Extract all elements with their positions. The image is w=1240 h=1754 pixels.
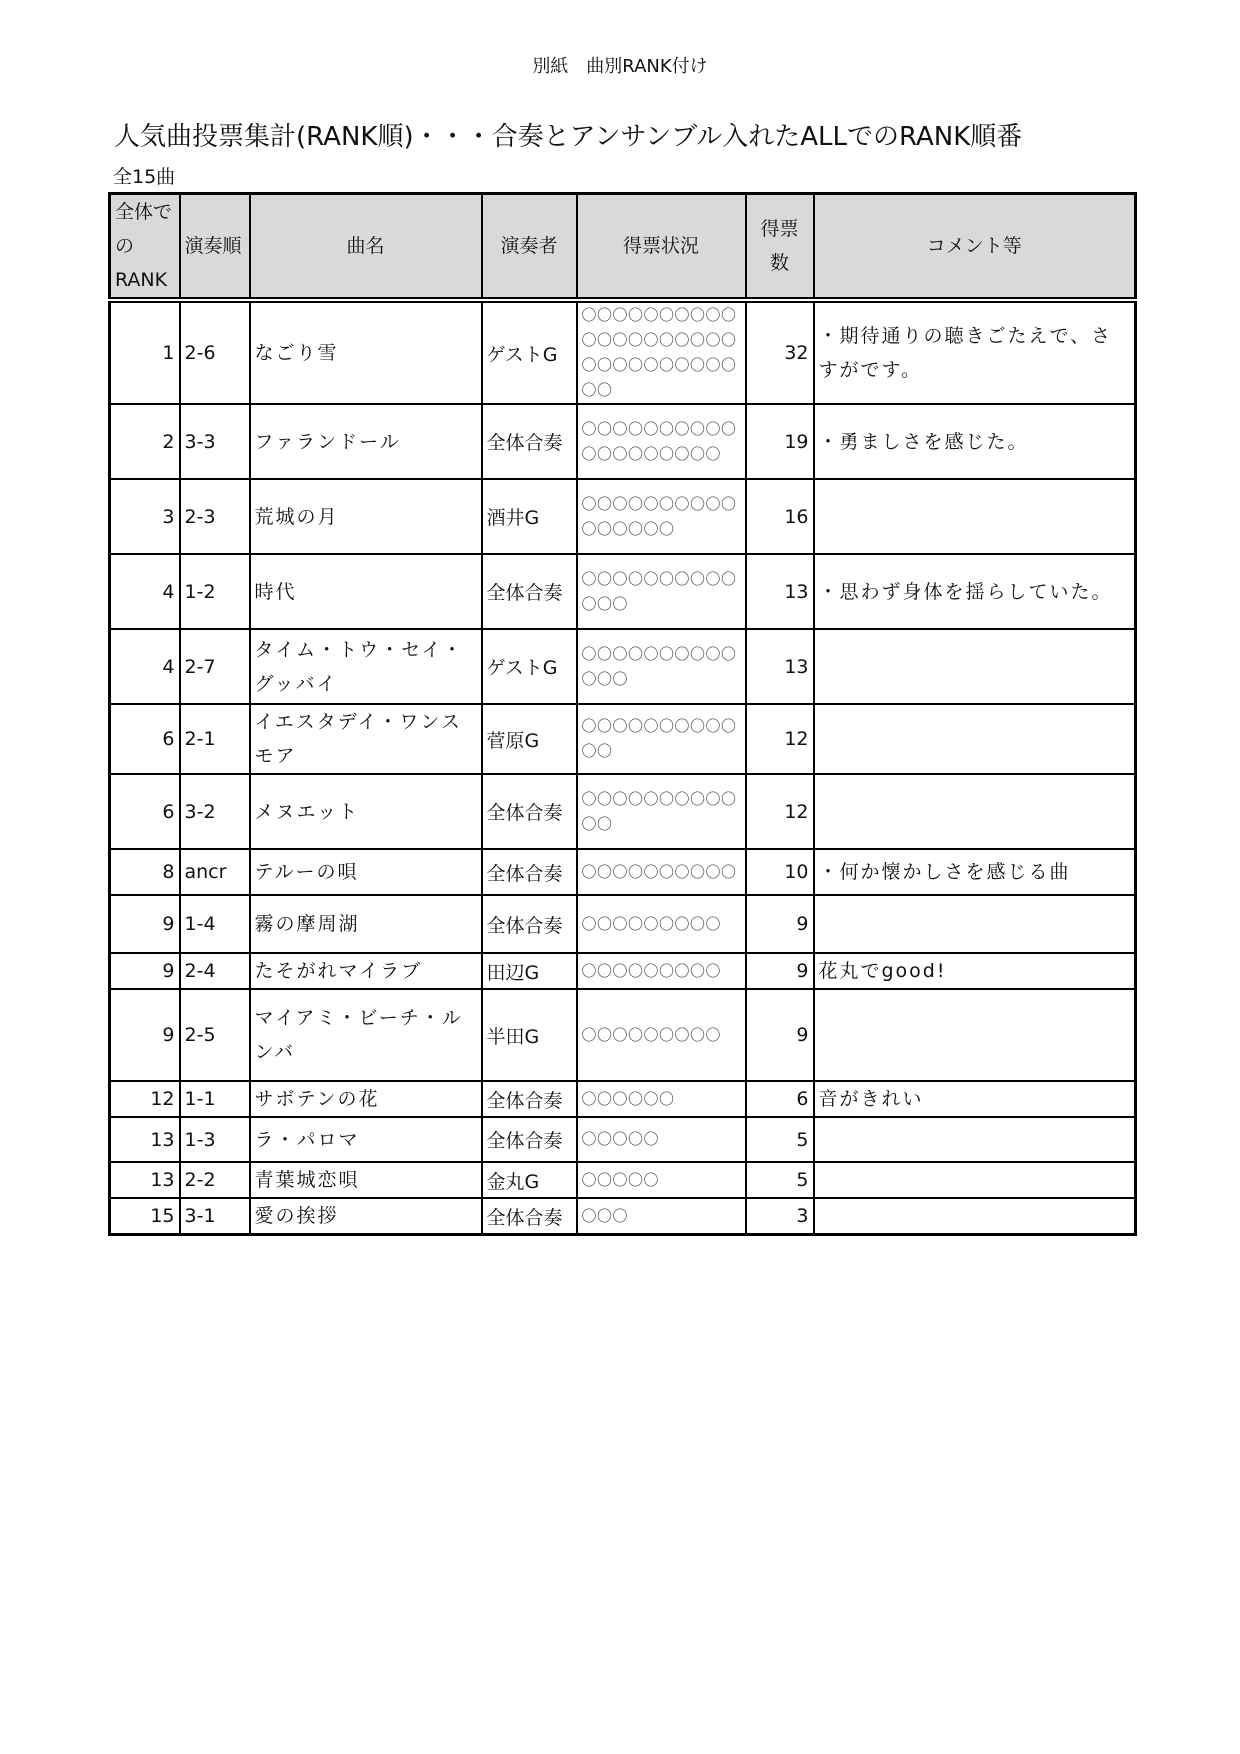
cell-status: 〇〇〇〇〇〇〇〇〇〇〇〇〇 [577, 629, 746, 704]
cell-performer: 全体合奏 [482, 1081, 577, 1117]
cell-performer: 菅原G [482, 704, 577, 774]
cell-comment: ・勇ましさを感じた。 [814, 404, 1136, 479]
cell-rank: 12 [110, 1081, 180, 1117]
cell-status: 〇〇〇〇〇〇〇〇〇〇〇〇〇〇〇〇〇〇〇 [577, 404, 746, 479]
cell-order: 2-2 [180, 1162, 250, 1198]
cell-status: 〇〇〇〇〇〇〇〇〇〇〇〇〇 [577, 554, 746, 629]
cell-title: サボテンの花 [250, 1081, 482, 1117]
cell-order: 2-6 [180, 300, 250, 404]
cell-count: 9 [746, 989, 814, 1081]
cell-order: ancr [180, 849, 250, 895]
cell-status: 〇〇〇〇〇〇〇〇〇 [577, 953, 746, 989]
header-status: 得票状況 [577, 194, 746, 301]
cell-order: 1-3 [180, 1117, 250, 1162]
table-row [110, 1081, 1136, 1117]
cell-title: イエスタデイ・ワンスモア [250, 704, 482, 774]
cell-rank: 9 [110, 895, 180, 953]
header-count-line: 数 [769, 252, 789, 274]
cell-rank: 13 [110, 1117, 180, 1162]
table-row [110, 895, 1136, 953]
header-rank [110, 194, 180, 301]
page-header: 別紙 曲別RANK付け [532, 56, 708, 77]
cell-comment [814, 704, 1136, 774]
cell-count: 6 [746, 1081, 814, 1117]
cell-rank: 1 [110, 300, 180, 404]
cell-performer: 全体合奏 [482, 895, 577, 953]
cell-count: 3 [746, 1198, 814, 1235]
cell-title: 霧の摩周湖 [250, 895, 482, 953]
header-rank-line: の [115, 235, 135, 257]
cell-comment: ・思わず身体を揺らしていた。 [814, 554, 1136, 629]
cell-performer: 全体合奏 [482, 849, 577, 895]
cell-comment [814, 895, 1136, 953]
cell-status: 〇〇〇〇〇〇〇〇〇〇〇〇 [577, 774, 746, 849]
cell-count: 13 [746, 629, 814, 704]
cell-rank: 2 [110, 404, 180, 479]
cell-status: 〇〇〇〇〇〇〇〇〇 [577, 989, 746, 1081]
table-row [110, 629, 1136, 704]
table-row [110, 479, 1136, 554]
cell-performer: 田辺G [482, 953, 577, 989]
table-row [110, 1117, 1136, 1162]
cell-order: 1-2 [180, 554, 250, 629]
cell-count: 19 [746, 404, 814, 479]
table-row [110, 774, 1136, 849]
cell-title: マイアミ・ビーチ・ルンバ [250, 989, 482, 1081]
cell-performer: 全体合奏 [482, 404, 577, 479]
cell-comment [814, 1162, 1136, 1198]
cell-comment [814, 774, 1136, 849]
table-header [110, 194, 1136, 301]
header-order: 演奏順 [180, 194, 250, 301]
cell-comment [814, 989, 1136, 1081]
cell-count: 5 [746, 1117, 814, 1162]
cell-performer: 全体合奏 [482, 1198, 577, 1235]
cell-rank: 15 [110, 1198, 180, 1235]
cell-performer: 酒井G [482, 479, 577, 554]
cell-title: 荒城の月 [250, 479, 482, 554]
cell-count: 5 [746, 1162, 814, 1198]
cell-title: 青葉城恋唄 [250, 1162, 482, 1198]
header-count [746, 194, 814, 301]
cell-rank: 8 [110, 849, 180, 895]
cell-comment: ・期待通りの聴きごたえで、さすがです。 [814, 300, 1136, 404]
cell-title: テルーの唄 [250, 849, 482, 895]
cell-title: なごり雪 [250, 300, 482, 404]
table-body [110, 300, 1136, 1235]
cell-rank: 9 [110, 953, 180, 989]
cell-status: 〇〇〇〇〇〇〇〇〇〇〇〇〇〇〇〇 [577, 479, 746, 554]
table-row [110, 704, 1136, 774]
cell-comment [814, 1198, 1136, 1235]
cell-comment [814, 1117, 1136, 1162]
cell-rank: 3 [110, 479, 180, 554]
table-row [110, 953, 1136, 989]
cell-title: たそがれマイラブ [250, 953, 482, 989]
cell-count: 13 [746, 554, 814, 629]
cell-status: 〇〇〇〇〇〇〇〇〇〇〇〇 [577, 704, 746, 774]
cell-performer: 半田G [482, 989, 577, 1081]
cell-performer: 全体合奏 [482, 774, 577, 849]
cell-count: 12 [746, 774, 814, 849]
table-row [110, 989, 1136, 1081]
cell-performer: ゲストG [482, 300, 577, 404]
header-comment: コメント等 [814, 194, 1136, 301]
header-title: 曲名 [250, 194, 482, 301]
cell-order: 2-4 [180, 953, 250, 989]
cell-comment: 音がきれい [814, 1081, 1136, 1117]
cell-status: 〇〇〇 [577, 1198, 746, 1235]
table-row [110, 404, 1136, 479]
song-count: 全15曲 [113, 166, 176, 188]
cell-rank: 4 [110, 554, 180, 629]
cell-order: 3-1 [180, 1198, 250, 1235]
header-rank-line: 全体で [115, 201, 173, 223]
cell-count: 16 [746, 479, 814, 554]
cell-status: 〇〇〇〇〇〇〇〇〇 [577, 895, 746, 953]
cell-performer: ゲストG [482, 629, 577, 704]
cell-count: 9 [746, 895, 814, 953]
table-row [110, 1162, 1136, 1198]
table-row [110, 849, 1136, 895]
cell-status: 〇〇〇〇〇 [577, 1162, 746, 1198]
cell-order: 1-4 [180, 895, 250, 953]
header-row [110, 194, 1136, 301]
cell-order: 1-1 [180, 1081, 250, 1117]
cell-rank: 13 [110, 1162, 180, 1198]
cell-title: タイム・トウ・セイ・グッバイ [250, 629, 482, 704]
table-row [110, 300, 1136, 404]
header-rank-line: RANK [115, 269, 168, 291]
cell-status: 〇〇〇〇〇〇〇〇〇〇〇〇〇〇〇〇〇〇〇〇〇〇〇〇〇〇〇〇〇〇〇〇 [577, 300, 746, 404]
cell-order: 3-2 [180, 774, 250, 849]
page-title: 人気曲投票集計(RANK順)・・・合奏とアンサンブル入れたALLでのRANK順番 [114, 122, 1023, 152]
cell-rank: 9 [110, 989, 180, 1081]
cell-title: 時代 [250, 554, 482, 629]
cell-status: 〇〇〇〇〇 [577, 1117, 746, 1162]
ranking-table [108, 192, 1137, 1236]
cell-count: 9 [746, 953, 814, 989]
cell-status: 〇〇〇〇〇〇 [577, 1081, 746, 1117]
cell-status: 〇〇〇〇〇〇〇〇〇〇 [577, 849, 746, 895]
cell-comment: ・何か懐かしさを感じる曲 [814, 849, 1136, 895]
table-row [110, 554, 1136, 629]
cell-title: メヌエット [250, 774, 482, 849]
cell-count: 10 [746, 849, 814, 895]
cell-order: 3-3 [180, 404, 250, 479]
cell-rank: 4 [110, 629, 180, 704]
cell-rank: 6 [110, 704, 180, 774]
header-count-line: 得票 [760, 218, 799, 240]
cell-performer: 全体合奏 [482, 1117, 577, 1162]
table-row [110, 1198, 1136, 1235]
cell-comment [814, 479, 1136, 554]
header-performer: 演奏者 [482, 194, 577, 301]
cell-performer: 全体合奏 [482, 554, 577, 629]
cell-title: ラ・パロマ [250, 1117, 482, 1162]
cell-comment [814, 629, 1136, 704]
cell-order: 2-1 [180, 704, 250, 774]
cell-title: 愛の挨拶 [250, 1198, 482, 1235]
cell-title: ファランドール [250, 404, 482, 479]
cell-order: 2-7 [180, 629, 250, 704]
cell-comment: 花丸でgood! [814, 953, 1136, 989]
cell-order: 2-3 [180, 479, 250, 554]
cell-count: 12 [746, 704, 814, 774]
cell-performer: 金丸G [482, 1162, 577, 1198]
cell-order: 2-5 [180, 989, 250, 1081]
cell-rank: 6 [110, 774, 180, 849]
cell-count: 32 [746, 300, 814, 404]
